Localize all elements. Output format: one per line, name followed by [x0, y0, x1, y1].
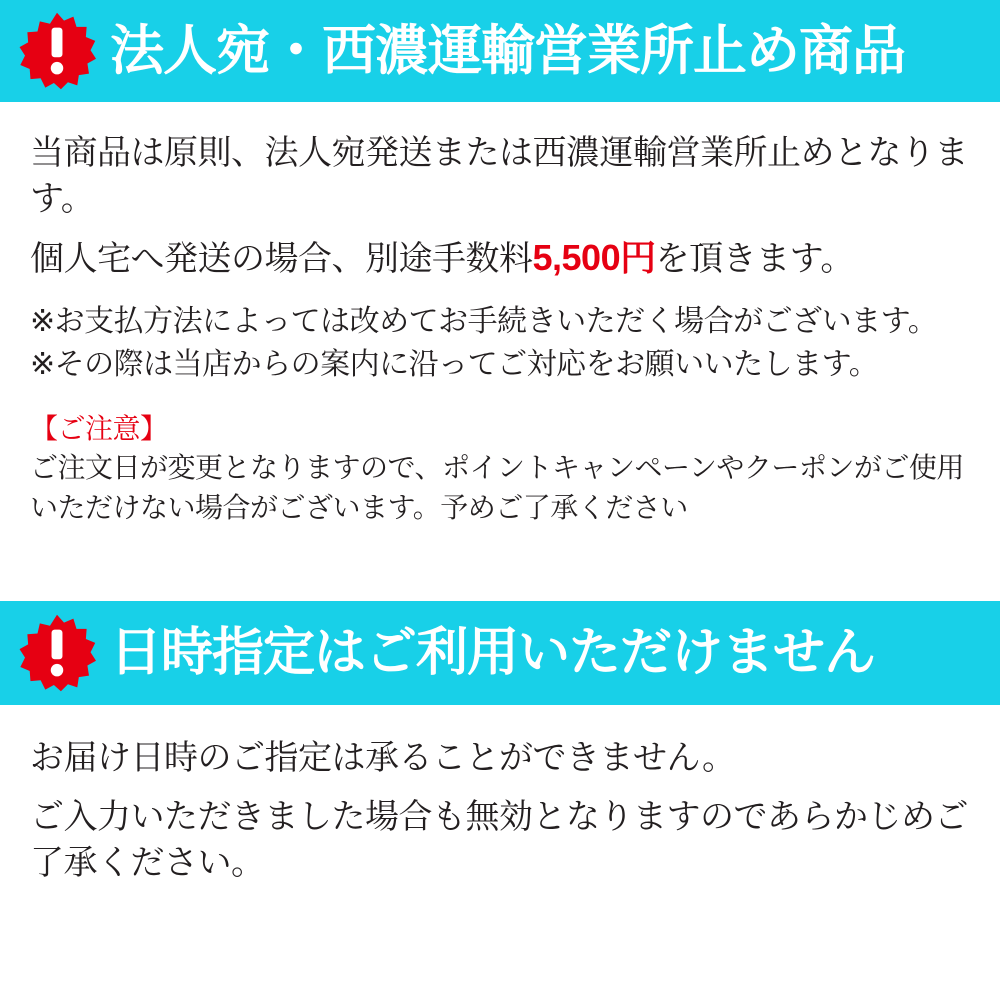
section-no-date-designation-body	[0, 705, 1000, 886]
banner-corporate-shipping	[0, 0, 1000, 102]
payment-note-2: ※その際は当店からの案内に沿ってご対応をお願いいたします。	[30, 348, 879, 382]
banner-no-date-designation	[0, 601, 1000, 705]
shipping-fee-line	[30, 234, 970, 283]
fee-prefix-text: 個人宅へ発送の場合、別途手数料	[30, 240, 533, 279]
caution-body: ご注文日が変更となりますので、ポイントキャンペーンやクーポンがご使用いただけない場合がございます。予めご了承ください	[30, 451, 964, 523]
section-corporate-shipping-body	[0, 102, 1000, 527]
banner-title: 法人宛・西濃運輸営業所止め商品	[110, 21, 905, 81]
exclamation-burst-icon	[18, 614, 96, 692]
fee-suffix-text: を頂きます。	[655, 240, 854, 279]
shipping-policy-line1: 当商品は原則、法人宛発送または西濃運輸営業所止めとなります。	[30, 134, 968, 219]
payment-note-1: ※お支払方法によっては改めてお手続きいただく場合がございます。	[30, 305, 938, 339]
banner-title: 日時指定はご利用いただけません	[110, 624, 876, 683]
no-date-line2: ご入力いただきました場合も無効となりますのであらかじめご了承ください。	[30, 797, 968, 882]
no-date-line1: お届け日時のご指定は承ることができません。	[30, 739, 736, 778]
caution-heading: 【ご注意】	[30, 412, 168, 444]
exclamation-burst-icon	[18, 12, 96, 90]
fee-amount: 5,500円	[532, 237, 656, 279]
